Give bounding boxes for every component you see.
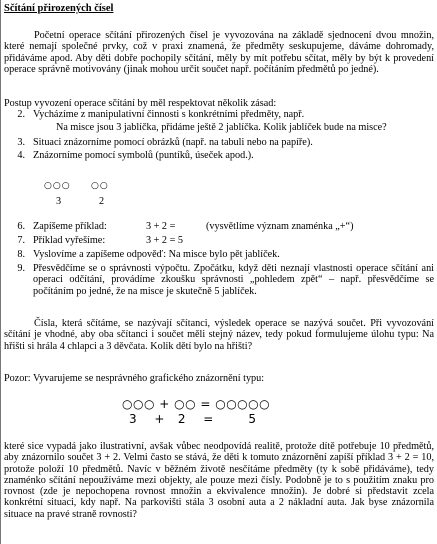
list-item: 8. Vyslovíme a zapíšeme odpověď: Na misce bylo pět jablíček. [17, 249, 280, 260]
steps-intro: Postup vyvození operace sčítání by měl respektovat několik zásad: [4, 98, 277, 109]
explanation-paragraph: které sice vypadá jako ilustrativní, avšak vůbec neodpovídá realitě, protože dítě potřebuje 10 předmětů, aby znázornilo součet 3 + 2. Velmi často se stává, že děti k tomuto znázornění zapíší příklad 3 + 2 = 10, protože položí 10 předmětů. Navíc v běžném životě nesčítáme předměty (ty k sobě přidáváme), tedy znaménko sčítání nepoužíváme mezi objekty, ale pouze mezi čísly. Podobně je to s použitím znaku pro rovnost (zde je nepochopena rovnost množin a ekvivalence množin). Je dobré si představit zcela konkrétní situaci, kdy např. Na parkovišti stála 3 osobní auta a 2 nákladní auta. Jak byse znázornila situace na pravé straně rovnosti? [4, 441, 434, 520]
list-item: 2. Vycházíme z manipulativní činnosti s konkrétními předměty, např. [17, 109, 305, 120]
dots-group-right: ○○ [91, 181, 109, 191]
wrong-diagram-numbers: 3 + 2 = 5 [129, 412, 257, 426]
list-item-note: (vysvětlíme význam znaménka „+“) [206, 221, 354, 232]
wrong-diagram-symbols: ○○○ + ○○ = ○○○○○ [122, 397, 271, 411]
dots-group-left: ○○○ [44, 181, 71, 191]
list-item: 6. Zapíšeme příklad: [17, 221, 107, 232]
list-item: 9. Přesvědčíme se o správnosti výpočtu. Zpočátku, když děti neznají vlastnosti operace sčítání ani operaci odčítání, provádíme zkoušku správnosti „pohledem zpět“ – např. přesvědčíme se počítáním po jedné, že na misce je skutečně 5 jablíček. [17, 263, 434, 297]
list-item: 7. Příklad vyřešíme: [17, 235, 106, 246]
intro-paragraph: Početní operace sčítání přirozených čísel je vyvozována na základě sjednocení dvou množin, které nemají společné prvky, což v praxi znamená, že předměty seskupujeme, dáváme dohromady, přidáváme apod. Aby děti dobře pochopily sčítání, měly by mít potřebu sčítat, měly by být k provedení operace správně motivovány (jinak mohou určit součet např. počítáním předmětů po jedné). [4, 30, 434, 75]
list-item: 3. Situaci znázorníme pomocí obrázků (např. na tabuli nebo na papíře). [17, 137, 313, 148]
list-item-example: Na misce jsou 3 jablíčka, přidáme ještě 2 jablíčka. Kolik jablíček bude na misce? [56, 122, 387, 133]
dots-count-right: 2 [99, 196, 105, 207]
dots-count-left: 3 [56, 196, 62, 207]
warning-paragraph: Pozor: Vyvarujeme se nesprávného grafického znázornění typu: [4, 373, 265, 384]
page-title: Sčítání přirozených čísel [4, 3, 114, 14]
list-item-expr: 3 + 2 = [146, 221, 176, 232]
addends-paragraph: Čísla, která sčítáme, se nazývají sčítanci, výsledek operace se nazývá součet. Při vyvozování sčítání je vhodné, aby oba sčítanci i součet měli stejný název, tedy pokud formulujeme úlohu typu: Na hřišti si hrála 4 chlapci a 3 děvčata. Kolik dětí bylo na hřišti? [4, 318, 434, 352]
list-item-expr: 3 + 2 = 5 [146, 235, 183, 246]
list-item: 4. Znázorníme pomocí symbolů (puntíků, úseček apod.). [17, 150, 254, 161]
